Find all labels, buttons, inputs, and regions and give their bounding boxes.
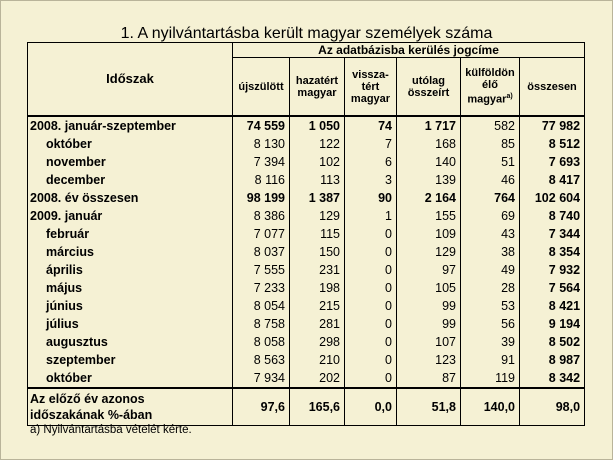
cell: 28 [461, 279, 520, 297]
cell: 7 [345, 135, 397, 153]
column-header: hazatért magyar [290, 58, 345, 117]
cell: 85 [461, 135, 520, 153]
percentage-row [28, 388, 585, 426]
cell: 8 386 [233, 207, 290, 225]
table-row [28, 189, 585, 207]
cell: 0 [345, 315, 397, 333]
cell: 155 [397, 207, 461, 225]
cell: 8 054 [233, 297, 290, 315]
cell: 0 [345, 333, 397, 351]
row-period: március [28, 243, 233, 261]
cell: 8 740 [520, 207, 585, 225]
cell: 8 512 [520, 135, 585, 153]
cell: 107 [397, 333, 461, 351]
cell: 582 [461, 116, 520, 135]
row-period: Az előző év azonos időszakának %-ában [28, 388, 233, 426]
cell: 8 421 [520, 297, 585, 315]
cell: 46 [461, 171, 520, 189]
table-row [28, 297, 585, 315]
cell: 98 199 [233, 189, 290, 207]
cell: 165,6 [290, 388, 345, 426]
table-row [28, 116, 585, 135]
table-row [28, 333, 585, 351]
table-row [28, 261, 585, 279]
cell: 215 [290, 297, 345, 315]
cell: 87 [397, 369, 461, 388]
cell: 7 344 [520, 225, 585, 243]
cell: 129 [397, 243, 461, 261]
cell: 113 [290, 171, 345, 189]
cell: 77 982 [520, 116, 585, 135]
cell: 0 [345, 279, 397, 297]
cell: 8 130 [233, 135, 290, 153]
cell: 102 [290, 153, 345, 171]
cell: 9 194 [520, 315, 585, 333]
cell: 7 077 [233, 225, 290, 243]
group-header: Az adatbázisba kerülés jogcíme [233, 43, 585, 58]
cell: 97 [397, 261, 461, 279]
row-period: 2008. év összesen [28, 189, 233, 207]
cell: 97,6 [233, 388, 290, 426]
cell: 7 693 [520, 153, 585, 171]
cell: 7 932 [520, 261, 585, 279]
column-header: külföldön élő magyar$^{a)}$ [461, 58, 520, 117]
cell: 7 233 [233, 279, 290, 297]
cell: 51,8 [397, 388, 461, 426]
cell: 0 [345, 297, 397, 315]
cell: 8 417 [520, 171, 585, 189]
cell: 102 604 [520, 189, 585, 207]
cell: 198 [290, 279, 345, 297]
cell: 8 354 [520, 243, 585, 261]
row-period: 2009. január [28, 207, 233, 225]
cell: 51 [461, 153, 520, 171]
cell: 0 [345, 261, 397, 279]
cell: 8 563 [233, 351, 290, 369]
cell: 1 717 [397, 116, 461, 135]
cell: 210 [290, 351, 345, 369]
cell: 69 [461, 207, 520, 225]
table-row [28, 315, 585, 333]
cell: 7 555 [233, 261, 290, 279]
cell: 8 502 [520, 333, 585, 351]
table-row [28, 243, 585, 261]
cell: 7 934 [233, 369, 290, 388]
cell: 2 164 [397, 189, 461, 207]
row-period: október [28, 135, 233, 153]
cell: 1 387 [290, 189, 345, 207]
cell: 56 [461, 315, 520, 333]
cell: 98,0 [520, 388, 585, 426]
cell: 129 [290, 207, 345, 225]
cell: 8 037 [233, 243, 290, 261]
cell: 49 [461, 261, 520, 279]
cell: 764 [461, 189, 520, 207]
row-period: augusztus [28, 333, 233, 351]
row-period: május [28, 279, 233, 297]
row-period: július [28, 315, 233, 333]
cell: 90 [345, 189, 397, 207]
cell: 3 [345, 171, 397, 189]
cell: 150 [290, 243, 345, 261]
cell: 99 [397, 315, 461, 333]
row-period: június [28, 297, 233, 315]
table-row [28, 225, 585, 243]
cell: 0 [345, 225, 397, 243]
cell: 202 [290, 369, 345, 388]
cell: 74 559 [233, 116, 290, 135]
cell: 8 058 [233, 333, 290, 351]
cell: 1 [345, 207, 397, 225]
cell: 7 394 [233, 153, 290, 171]
column-header: vissza- tért magyar [345, 58, 397, 117]
cell: 39 [461, 333, 520, 351]
row-period: november [28, 153, 233, 171]
table-row [28, 135, 585, 153]
cell: 105 [397, 279, 461, 297]
table-row [28, 171, 585, 189]
cell: 0 [345, 369, 397, 388]
table-row [28, 207, 585, 225]
cell: 0 [345, 243, 397, 261]
cell: 168 [397, 135, 461, 153]
row-period: december [28, 171, 233, 189]
row-period: szeptember [28, 351, 233, 369]
column-header: újszülött [233, 58, 290, 117]
cell: 119 [461, 369, 520, 388]
cell: 281 [290, 315, 345, 333]
cell: 298 [290, 333, 345, 351]
table-row [28, 351, 585, 369]
row-period: 2008. január-szeptember [28, 116, 233, 135]
cell: 0,0 [345, 388, 397, 426]
row-period: február [28, 225, 233, 243]
cell: 38 [461, 243, 520, 261]
cell: 1 050 [290, 116, 345, 135]
cell: 7 564 [520, 279, 585, 297]
footnote: a) Nyilvántartásba vételét kérte. [30, 424, 192, 436]
cell: 53 [461, 297, 520, 315]
cell: 74 [345, 116, 397, 135]
cell: 8 758 [233, 315, 290, 333]
cell: 8 116 [233, 171, 290, 189]
cell: 123 [397, 351, 461, 369]
table-title: 1. A nyilvántartásba került magyar személyek száma [120, 25, 493, 42]
column-header: összesen [520, 58, 585, 117]
table-row [28, 279, 585, 297]
row-period: április [28, 261, 233, 279]
cell: 0 [345, 351, 397, 369]
cell: 8 987 [520, 351, 585, 369]
cell: 6 [345, 153, 397, 171]
cell: 91 [461, 351, 520, 369]
column-header: utólag összeírt [397, 58, 461, 117]
cell: 140 [397, 153, 461, 171]
cell: 122 [290, 135, 345, 153]
cell: 8 342 [520, 369, 585, 388]
cell: 109 [397, 225, 461, 243]
data-table [27, 42, 585, 426]
cell: 115 [290, 225, 345, 243]
cell: 140,0 [461, 388, 520, 426]
table-row [28, 153, 585, 171]
cell: 43 [461, 225, 520, 243]
cell: 231 [290, 261, 345, 279]
cell: 99 [397, 297, 461, 315]
row-period: október [28, 369, 233, 388]
cell: 139 [397, 171, 461, 189]
table-row [28, 369, 585, 388]
period-header: Időszak [28, 43, 233, 117]
